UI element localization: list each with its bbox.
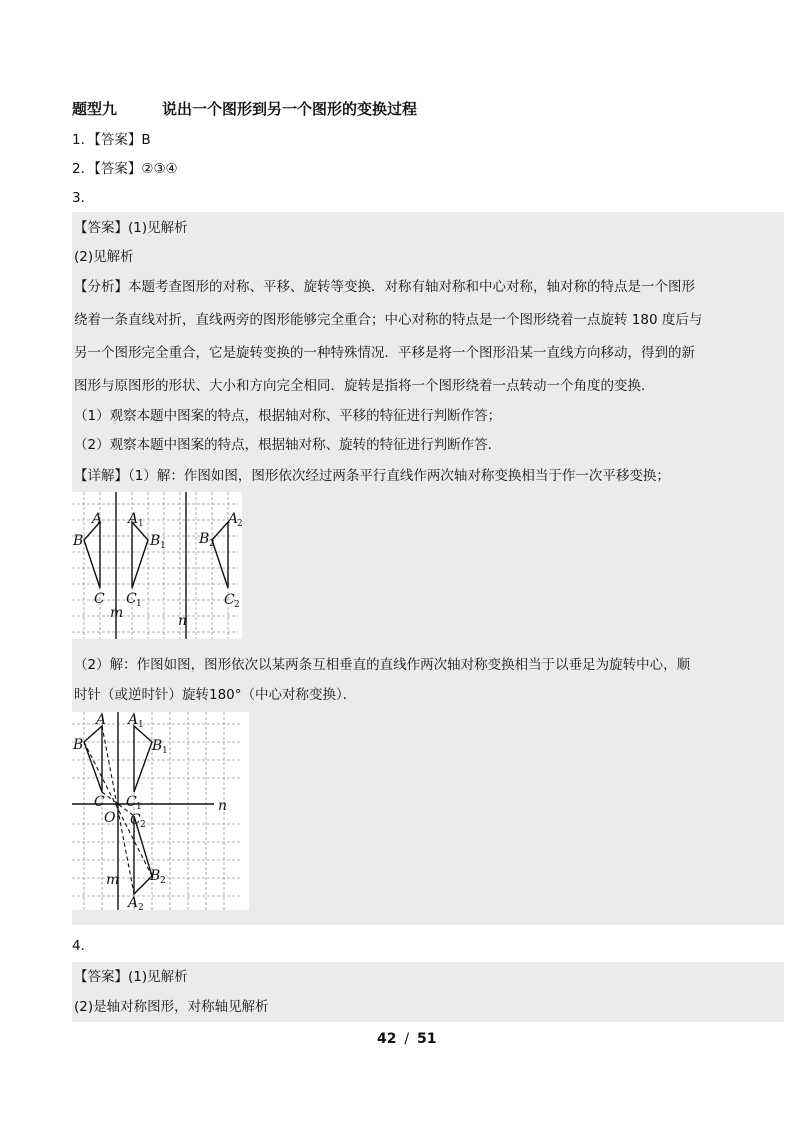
label-o: O [104, 810, 116, 826]
label-a: A [92, 511, 103, 527]
label-a1: A [128, 712, 139, 728]
q4-answer-2: (2)是轴对称图形，对称轴见解析 [74, 999, 269, 1015]
label-b2: B [199, 531, 210, 547]
subscript-b1: 1 [160, 541, 166, 551]
section-title: 说出一个图形到另一个图形的变换过程 [162, 100, 418, 118]
label-a: A [96, 712, 107, 728]
q3-answer-2: (2)见解析 [74, 249, 134, 265]
subscript-c1: 1 [136, 802, 142, 812]
item-number: 2． [72, 161, 95, 177]
label-n: n [218, 798, 228, 814]
item-answer: 【答案】B [94, 132, 151, 148]
label-c2: C [130, 812, 141, 828]
label-m: m [110, 605, 124, 621]
item-2 [72, 160, 178, 178]
subscript-b2: 2 [160, 876, 166, 886]
q3-detail-2-line: 时针（或逆时针）旋转180°（中心对称变换）． [74, 687, 357, 703]
q3-answer-1: 【答案】(1)见解析 [74, 220, 188, 236]
label-c: C [94, 591, 105, 607]
q3-detail-1: 【详解】（1）解：作图如图，图形依次经过两条平行直线作两次轴对称变换相当于作一次平移变换； [74, 468, 670, 484]
subscript-a1: 1 [138, 720, 144, 730]
figure-rotation-svg [72, 712, 249, 913]
label-n: n [178, 613, 188, 629]
subscript-a2: 2 [237, 519, 243, 529]
triangle-abc [84, 726, 102, 792]
page-separator: / [404, 1031, 410, 1047]
item-number: 3． [72, 190, 95, 206]
subscript-c2: 2 [234, 600, 240, 610]
label-c: C [94, 794, 105, 810]
label-a2: A [228, 511, 239, 527]
q3-analysis-line: 绕着一条直线对折，直线两旁的图形能够完全重合；中心对称的特点是一个图形绕着一点旋转 180 度后与 [74, 312, 703, 328]
q3-point-2: （2）观察本题中图案的特点，根据轴对称、旋转的特征进行判断作答． [74, 437, 502, 453]
subscript-b1: 1 [162, 746, 168, 756]
item-4 [72, 937, 94, 955]
item-number: 4． [72, 938, 95, 954]
subscript-b2: 2 [209, 539, 215, 549]
q4-answer-1: 【答案】(1)见解析 [74, 969, 188, 985]
triangle-a1b1c1 [134, 726, 152, 792]
triangle-a2b2c2 [212, 522, 228, 588]
section-label: 题型九 [72, 100, 118, 118]
label-b1: B [150, 533, 161, 549]
label-c1: C [126, 591, 137, 607]
subscript-c2: 2 [140, 820, 146, 830]
figure-translation-svg [72, 492, 242, 639]
item-1 [72, 131, 151, 149]
label-c1: C [126, 794, 137, 810]
item-answer: 【答案】②③④ [94, 161, 178, 177]
figure-rotation [72, 712, 249, 913]
subscript-c1: 1 [136, 599, 142, 609]
label-a1: A [128, 511, 139, 527]
q3-detail-2-line: （2）解：作图如图，图形依次以某两条互相垂直的直线作两次轴对称变换相当于以垂足为旋转中心，顺 [74, 657, 691, 673]
label-b1: B [152, 738, 163, 754]
item-number: 1． [72, 132, 95, 148]
page-number [377, 1031, 436, 1047]
label-b: B [73, 737, 84, 753]
label-a2: A [128, 895, 139, 911]
subscript-a1: 1 [138, 519, 144, 529]
triangle-abc [84, 522, 100, 588]
label-m: m [106, 872, 120, 888]
q3-point-1: （1）观察本题中图案的特点，根据轴对称、平移的特征进行判断作答； [74, 408, 502, 424]
item-3 [72, 189, 94, 207]
page-total: 51 [416, 1031, 437, 1047]
q3-analysis-line: 另一个图形完全重合，它是旋转变换的一种特殊情况．平移是将一个图形沿某一直线方向移动，得到的新 [74, 345, 695, 361]
page-current: 42 [377, 1031, 397, 1047]
label-c2: C [224, 592, 235, 608]
figure-translation [72, 492, 242, 639]
q3-analysis-line: 图形与原图形的形状、大小和方向完全相同．旋转是指将一个图形绕着一点转动一个角度的变换． [74, 378, 655, 394]
label-b: B [73, 533, 84, 549]
subscript-a2: 2 [138, 903, 144, 913]
label-b2: B [150, 868, 161, 884]
q3-analysis-line: 【分析】本题考查图形的对称、平移、旋转等变换．对称有轴对称和中心对称，轴对称的特点是一个图形 [74, 279, 695, 295]
triangle-a1b1c1 [132, 522, 148, 588]
